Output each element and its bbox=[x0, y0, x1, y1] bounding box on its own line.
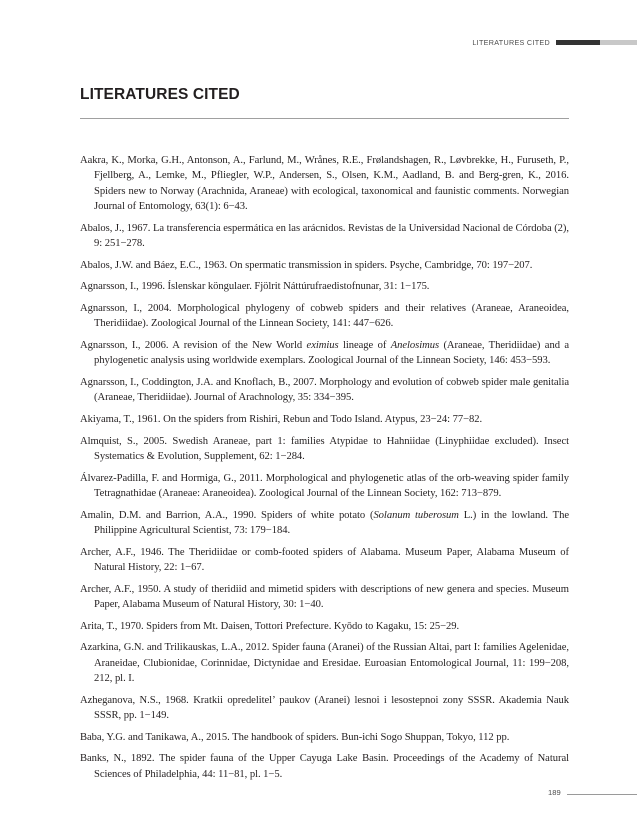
reference-entry bbox=[80, 508, 569, 539]
reference-text: Almquist, S., 2005. Swedish Araneae, part 1: families Atypidae to Hahniidae (Linyphiidae excluded). Insect Systematics & Evolution, Supplement, 62: 1−284. bbox=[80, 435, 569, 462]
reference-entry bbox=[80, 301, 569, 332]
reference-italic-term: Anelosimus bbox=[390, 340, 440, 351]
reference-list bbox=[80, 153, 569, 788]
reference-text: Agnarsson, I., 2004. Morphological phylogeny of cobweb spiders and their relatives (Araneae, Araneoidea, Theridiidae). Zoological Journal of the Linnean Society, 141: 447−626. bbox=[80, 303, 569, 330]
running-head-light-bar bbox=[600, 40, 637, 45]
reference-text: Baba, Y.G. and Tanikawa, A., 2015. The handbook of spiders. Bun-ichi Sogo Shuppan, Tokyo, 112 pp. bbox=[80, 731, 510, 743]
reference-text: Amalin, D.M. and Barrion, A.A., 1990. Spiders of white potato ( bbox=[80, 509, 374, 521]
reference-entry bbox=[80, 582, 569, 613]
running-head-dark-bar bbox=[556, 40, 600, 45]
section-title: LITERATURES CITED bbox=[80, 86, 240, 103]
reference-entry bbox=[80, 375, 569, 406]
reference-entry bbox=[80, 545, 569, 576]
reference-text: Akiyama, T., 1961. On the spiders from Rishiri, Rebun and Todo Island. Atypus, 23−24: 77−82. bbox=[80, 414, 483, 425]
reference-entry bbox=[80, 434, 569, 465]
reference-entry bbox=[80, 279, 569, 294]
reference-text: Aakra, K., Morka, G.H., Antonson, A., Farlund, M., Wrånes, R.E., Frølandshagen, R., Løvbrekke, H., Furuseth, P., Fjellberg, A., Lemke, M., Pfliegler, W.P., Andersen, S., Olsen, K.M., Aadland, B. and Berg-gren, K., 2016. Spiders new to Norway (Arachnida, Araneae) with ecological, taxonomical and faunistic comments. Norwegian Journal of Entomology, 63(1): 6−43. bbox=[80, 155, 569, 213]
reference-entry bbox=[80, 258, 569, 273]
reference-entry bbox=[80, 338, 569, 369]
reference-text: Abalos, J., 1967. La transferencia espermática en las arácnidos. Revistas de la Universidad Nacional de Córdoba (2), 9: 251−278. bbox=[80, 222, 569, 250]
reference-entry bbox=[80, 412, 569, 427]
reference-text: Agnarsson, I., Coddington, J.A. and Knoflach, B., 2007. Morphology and evolution of cobweb spider male genitalia (Araneae, Theridiidae). Journal of Arachnology, 35: 334−395. bbox=[80, 377, 569, 404]
reference-entry bbox=[80, 471, 569, 502]
footer-rule bbox=[567, 794, 637, 795]
reference-entry bbox=[80, 619, 569, 634]
reference-italic-term: eximius bbox=[306, 340, 339, 351]
reference-text: (Araneae, Theridiidae) and a phylogenetic analysis using worldwide exemplars. Zoological Journal of the Linnean Society, 146: 453−593. bbox=[94, 340, 569, 367]
reference-italic-term: Solanum tuberosum bbox=[373, 509, 459, 521]
reference-text: Abalos, J.W. and Báez, E.C., 1963. On spermatic transmission in spiders. Psyche, Cambridge, 70: 197−207. bbox=[80, 259, 533, 271]
reference-entry bbox=[80, 751, 569, 782]
reference-text: Archer, A.F., 1946. The Theridiidae or comb-footed spiders of Alabama. Museum Paper, Alabama Museum of Natural History, 22: 1−67. bbox=[80, 546, 569, 573]
running-head bbox=[472, 37, 637, 47]
title-divider bbox=[80, 118, 569, 119]
reference-text: Azarkina, G.N. and Trilikauskas, L.A., 2012. Spider fauna (Aranei) of the Russian Altai, part I: families Agelenidae, Araneidae, Clubionidae, Corinnidae, Dictynidae and Eresidae. Euroasian Entomological Journal, 11: 199−208, 212, pl. I. bbox=[80, 642, 569, 684]
reference-text: Agnarsson, I., 2006. A revision of the New World bbox=[80, 340, 307, 351]
reference-entry bbox=[80, 153, 569, 215]
reference-entry bbox=[80, 221, 569, 252]
reference-text: Archer, A.F., 1950. A study of theridiid and mimetid spiders with descriptions of new genera and species. Museum Paper, Alabama Museum of Natural History, 30: 1−40. bbox=[80, 583, 569, 610]
running-head-label: LITERATURES CITED bbox=[472, 37, 550, 47]
reference-text: Azheganova, N.S., 1968. Kratkii opredelitel’ paukov (Aranei) lesnoi i lesostepnoi zony SSSR. Akademia Nauk SSSR, pp. 1−149. bbox=[80, 694, 569, 721]
reference-entry bbox=[80, 640, 569, 686]
reference-text: Agnarsson, I., 1996. Íslenskar köngulaer. Fjölrit Náttúrufraedistofnunar, 31: 1−175. bbox=[80, 281, 430, 293]
reference-text: L.) in the lowland. The Philippine Agricultural Scientist, 73: 179−184. bbox=[94, 509, 569, 536]
page-number: 189 bbox=[548, 788, 561, 797]
reference-text: lineage of bbox=[338, 340, 391, 351]
reference-entry bbox=[80, 730, 569, 745]
reference-entry bbox=[80, 693, 569, 724]
reference-text: Arita, T., 1970. Spiders from Mt. Daisen, Tottori Prefecture. Kyōdo to Kagaku, 15: 25−29. bbox=[80, 620, 460, 632]
reference-text: Álvarez-Padilla, F. and Hormiga, G., 2011. Morphological and phylogenetic atlas of the orb-weaving spider family Tetragnathidae (Araneae: Araneoidea). Zoological Journal of the Linnean Society, 162: 713−879. bbox=[80, 472, 569, 499]
reference-text: Banks, N., 1892. The spider fauna of the Upper Cayuga Lake Basin. Proceedings of the Academy of Natural Sciences of Philadelphia, 44: 11−81, pl. 1−5. bbox=[80, 753, 569, 780]
